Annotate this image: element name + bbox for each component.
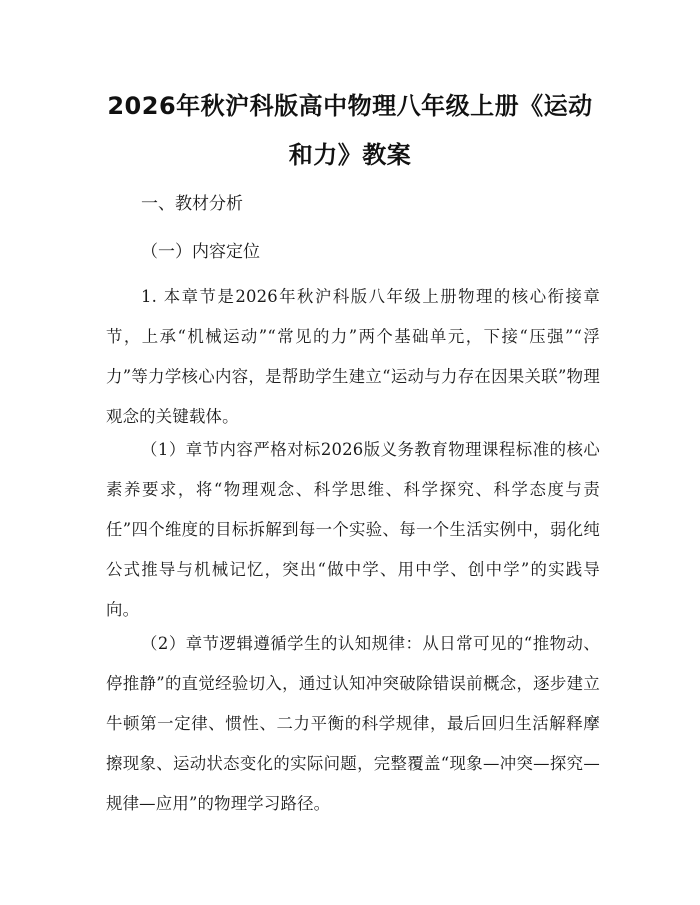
section-heading: 一、教材分析 xyxy=(141,194,243,214)
paragraph-intro: 1. 本章节是2026年秋沪科版八年级上册物理的核心衔接章节，上承“机械运动”“常见的力”两个基础单元，下接“压强”“浮力”等力学核心内容，是帮助学生建立“运动与力存在因果关联”物理观念的关键载体。 xyxy=(106,287,600,426)
subsection-heading: （一）内容定位 xyxy=(141,242,260,262)
document-title: 2026年秋沪科版高中物理八年级上册《运动和力》教案 xyxy=(107,92,593,169)
paragraph-item-1: （1）章节内容严格对标2026版义务教育物理课程标准的核心素养要求，将“物理观念、科学思维、科学探究、科学态度与责任”四个维度的目标拆解到每一个实验、每一个生活实例中，弱化纯公式推导与机械记忆，突出“做中学、用中学、创中学”的实践导向。 xyxy=(106,440,600,619)
paragraph-item-2: （2）章节逻辑遵循学生的认知规律：从日常可见的“推物动、停推静”的直觉经验切入，通过认知冲突破除错误前概念，逐步建立牛顿第一定律、惯性、二力平衡的科学规律，最后回归生活解释摩擦现象、运动状态变化的实际问题，完整覆盖“现象—冲突—探究—规律—应用”的物理学习路径。 xyxy=(106,634,600,813)
